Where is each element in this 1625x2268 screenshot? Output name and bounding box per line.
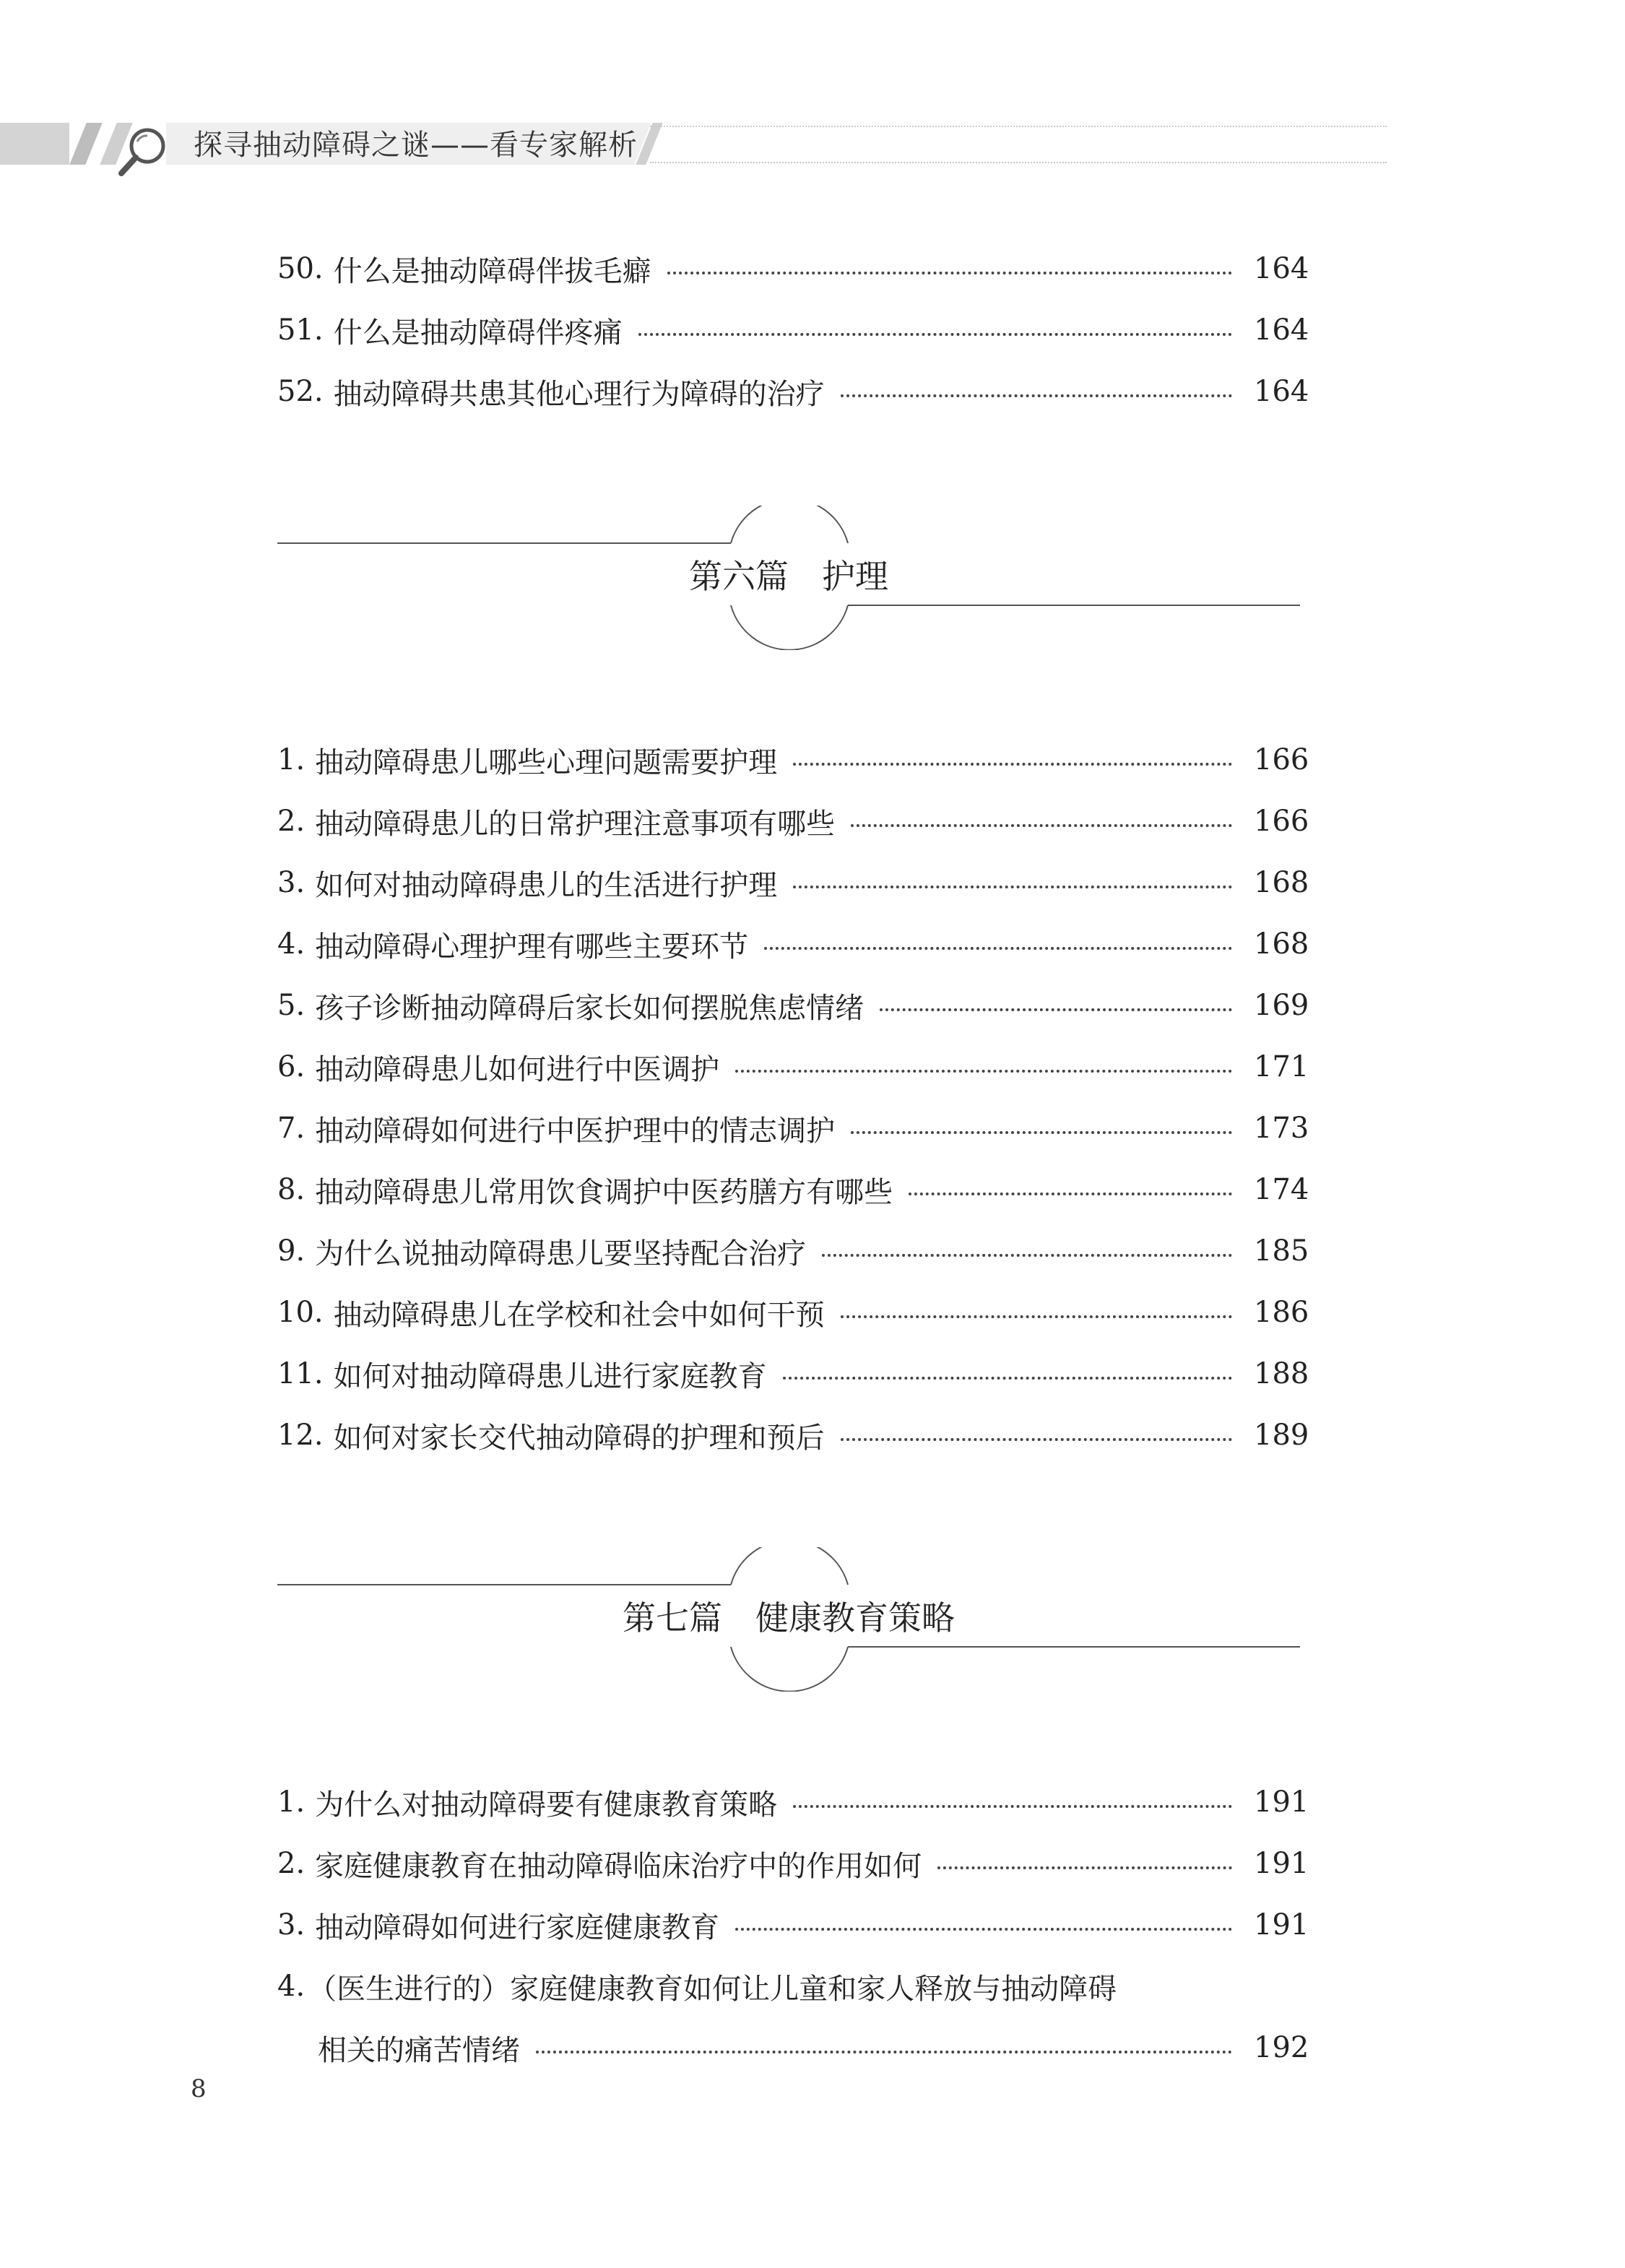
toc-entry-title: 抽动障碍患儿如何进行中医调护 [315,1052,720,1086]
toc-entry-number: 2. [277,1847,306,1880]
toc-page-number: 166 [1254,743,1309,776]
toc-entry-title: 抽动障碍心理护理有哪些主要环节 [315,930,749,964]
toc-page-number: 173 [1254,1112,1309,1145]
page-number: 8 [191,2074,207,2103]
toc-entry-number: 1. [277,743,306,776]
toc-entry-title: 为什么说抽动障碍患儿要坚持配合治疗 [315,1237,807,1271]
header-grey-block [0,123,69,165]
toc-entry-number: 3. [277,866,306,899]
toc-page-number: 164 [1254,313,1309,347]
toc-leader-dots [841,1315,1232,1318]
toc-page-number: 164 [1254,252,1309,285]
toc-page-number: 168 [1254,927,1309,961]
toc-entry-title: 抽动障碍共患其他心理行为障碍的治疗 [333,377,825,411]
toc-leader-dots [793,1805,1232,1808]
toc-entry-number: 6. [277,1050,306,1083]
toc-leader-dots [667,272,1232,274]
toc-entry[interactable] [277,1772,1309,1833]
toc-entry[interactable] [277,730,1309,791]
section-heading-7 [277,1547,1300,1692]
section-heading-6 [277,506,1300,650]
toc-entry-title: 什么是抽动障碍伴拔毛癖 [333,254,651,288]
section-title: 第六篇 护理 [689,557,888,596]
toc-entry-title: 抽动障碍患儿在学校和社会中如何干预 [333,1298,825,1332]
toc-entry-title: 家庭健康教育在抽动障碍临床治疗中的作用如何 [315,1849,922,1883]
magnifier-icon [116,123,173,181]
toc-page-number: 166 [1254,805,1309,838]
toc-entry-title: 什么是抽动障碍伴疼痛 [333,316,623,350]
toc-entry[interactable] [277,1159,1309,1221]
toc-leader-dots [851,824,1232,827]
toc-entry-number: 4. [277,1970,306,2003]
toc-entry-multiline[interactable] [277,1956,1309,2079]
toc-entry-title: 如何对抽动障碍患儿的生活进行护理 [315,868,778,902]
toc-entry-number: 10. [277,1296,324,1329]
toc-entry-title: 抽动障碍患儿常用饮食调护中医药膳方有哪些 [315,1175,893,1209]
toc-entry[interactable] [277,1895,1309,1956]
toc-page-number: 191 [1254,1908,1309,1942]
section-title: 第七篇 健康教育策略 [623,1598,955,1637]
toc-page-number: 189 [1254,1419,1309,1452]
toc-entry[interactable] [277,975,1309,1036]
toc-page-number: 191 [1254,1786,1309,1819]
toc-entry-number: 9. [277,1234,306,1268]
toc-leader-dots [909,1193,1232,1195]
toc-leader-dots [783,1377,1232,1380]
toc-entry-title: 如何对抽动障碍患儿进行家庭教育 [333,1359,767,1393]
toc-entry-title: 抽动障碍如何进行中医护理中的情志调护 [315,1114,836,1148]
toc-entry-number: 11. [277,1357,324,1390]
header-dotted-rule [650,162,1387,163]
toc-leader-dots [841,394,1232,397]
toc-entry[interactable] [277,1282,1309,1343]
toc-page-number: 188 [1254,1357,1309,1390]
toc-entry-number: 12. [277,1419,324,1452]
toc-entry[interactable] [277,852,1309,914]
toc-page-number: 185 [1254,1234,1309,1268]
toc-leader-dots [880,1008,1232,1011]
toc-leader-dots [793,886,1232,888]
toc-leader-dots [937,1866,1232,1869]
toc-entry-number: 4. [277,927,306,961]
toc-page-number: 186 [1254,1296,1309,1329]
toc-entry[interactable] [277,1343,1309,1405]
header-dotted-rule [650,126,1387,127]
toc-page-number: 171 [1254,1050,1309,1083]
toc-leader-dots [822,1254,1232,1257]
toc-entry-title: 如何对家长交代抽动障碍的护理和预后 [333,1421,825,1455]
toc-page-number: 169 [1254,989,1309,1022]
toc-leader-dots [735,1070,1232,1073]
header-stripe [69,123,102,165]
toc-entry-number: 50. [277,252,324,285]
toc-page-number: 174 [1254,1173,1309,1206]
toc-entry-number: 52. [277,375,324,408]
toc-entry-title: 孩子诊断抽动障碍后家长如何摆脱焦虑情绪 [315,991,864,1025]
toc-entry-number: 8. [277,1173,306,1206]
toc-entry-title: 抽动障碍如何进行家庭健康教育 [315,1910,720,1944]
toc-entry[interactable] [277,361,1309,423]
toc-leader-dots [638,333,1232,336]
toc-entry-title: 抽动障碍患儿的日常护理注意事项有哪些 [315,807,836,841]
toc-entry-title: 为什么对抽动障碍要有健康教育策略 [315,1788,778,1822]
toc-leader-dots [793,763,1232,766]
toc-entry-number: 3. [277,1908,306,1942]
toc-leader-dots [735,1928,1232,1931]
toc-entry[interactable] [277,1405,1309,1466]
toc-entry-title-line1: （医生进行的）家庭健康教育如何让儿童和家人释放与抽动障碍 [308,1972,1117,2006]
toc-entry[interactable] [277,1036,1309,1098]
toc-leader-dots [536,2051,1232,2053]
toc-entry-number: 2. [277,805,306,838]
toc-entry[interactable] [277,238,1309,300]
toc-leader-dots [841,1438,1232,1441]
toc-entry-number: 1. [277,1786,306,1819]
toc-list-section-7 [277,1772,1309,2079]
toc-entry[interactable] [277,1098,1309,1159]
toc-page-number: 191 [1254,1847,1309,1880]
toc-entry-number: 5. [277,989,306,1022]
toc-list-continued [277,238,1309,423]
toc-entry-title-line2: 相关的痛苦情绪 [318,2033,520,2067]
toc-entry[interactable] [277,1221,1309,1282]
toc-entry[interactable] [277,914,1309,975]
toc-page-number: 168 [1254,866,1309,899]
toc-entry[interactable] [277,300,1309,361]
running-header-title: 探寻抽动障碍之谜——看专家解析 [194,129,638,162]
toc-page-number: 164 [1254,375,1309,408]
toc-entry-number: 7. [277,1112,306,1145]
toc-leader-dots [851,1131,1232,1134]
toc-entry[interactable] [277,1833,1309,1895]
toc-entry[interactable] [277,791,1309,852]
toc-entry-number: 51. [277,313,324,347]
toc-leader-dots [764,947,1232,950]
toc-entry-title: 抽动障碍患儿哪些心理问题需要护理 [315,745,778,779]
toc-list-section-6 [277,730,1309,1466]
toc-page-number: 192 [1254,2031,1309,2064]
